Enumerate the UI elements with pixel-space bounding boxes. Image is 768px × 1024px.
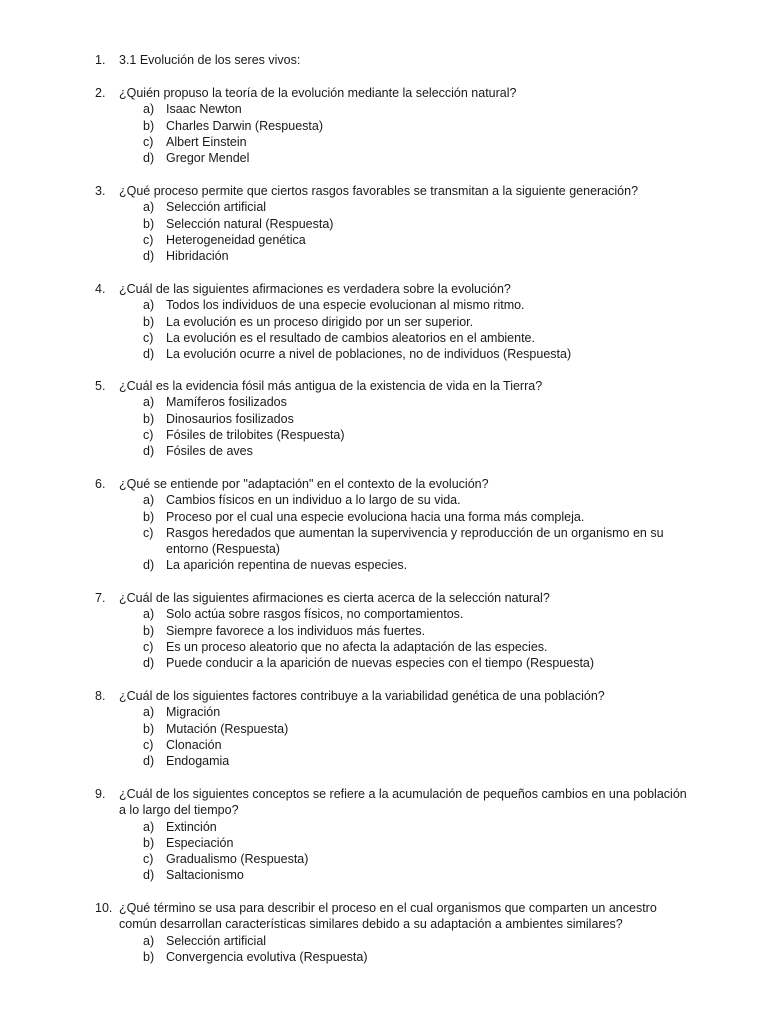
option-letter: c) <box>143 330 154 345</box>
option-item <box>143 623 695 639</box>
question-4 <box>95 281 695 362</box>
option-item <box>143 737 695 753</box>
option-letter: c) <box>143 525 154 540</box>
option-item <box>143 150 695 166</box>
question-text: ¿Cuál de los siguientes factores contribuye a la variabilidad genética de una población? <box>119 689 605 703</box>
question-9 <box>95 786 695 884</box>
option-item <box>143 721 695 737</box>
option-letter: c) <box>143 134 154 149</box>
option-text: Solo actúa sobre rasgos físicos, no comportamientos. <box>166 607 464 622</box>
question-text: 3.1 Evolución de los seres vivos: <box>119 53 301 67</box>
option-text: Convergencia evolutiva (Respuesta) <box>166 949 368 964</box>
option-letter: b) <box>143 509 155 524</box>
option-text: Fósiles de aves <box>166 444 253 459</box>
question-10 <box>95 900 695 965</box>
option-text: Cambios físicos en un individuo a lo largo de su vida. <box>166 493 461 508</box>
option-text: La evolución es un proceso dirigido por un ser superior. <box>166 314 474 329</box>
question-7 <box>95 590 695 671</box>
option-text: Puede conducir a la aparición de nuevas especies con el tiempo (Respuesta) <box>166 656 595 671</box>
option-letter: c) <box>143 737 154 752</box>
option-item <box>143 297 695 313</box>
option-item <box>143 232 695 248</box>
option-item <box>143 655 695 671</box>
option-text: Hibridación <box>166 249 229 264</box>
question-3 <box>95 183 695 264</box>
option-text: Dinosaurios fosilizados <box>166 411 294 426</box>
option-item <box>143 248 695 264</box>
option-text: Gradualismo (Respuesta) <box>166 852 309 867</box>
option-text: Selección artificial <box>166 933 267 948</box>
option-letter: b) <box>143 835 155 850</box>
option-text: Saltacionismo <box>166 868 244 883</box>
option-letter: a) <box>143 933 155 948</box>
option-letter: a) <box>143 200 155 215</box>
option-text: Extinción <box>166 819 217 834</box>
option-item <box>143 427 695 443</box>
question-number: 5. <box>95 379 106 393</box>
option-item <box>143 557 695 573</box>
option-letter: b) <box>143 314 155 329</box>
option-text: Selección artificial <box>166 200 267 215</box>
question-number: 2. <box>95 86 106 100</box>
option-item <box>143 101 695 117</box>
option-item <box>143 411 695 427</box>
question-5 <box>95 378 695 459</box>
option-text: Proceso por el cual una especie evoluciona hacia una forma más compleja. <box>166 509 585 524</box>
option-text: Mutación (Respuesta) <box>166 721 289 736</box>
option-text: Isaac Newton <box>166 102 242 117</box>
option-text: La evolución es el resultado de cambios aleatorios en el ambiente. <box>166 330 535 345</box>
option-text: Albert Einstein <box>166 134 247 149</box>
option-text: La aparición repentina de nuevas especies. <box>166 558 408 573</box>
option-letter: b) <box>143 118 155 133</box>
option-letter: a) <box>143 705 155 720</box>
option-text: Charles Darwin (Respuesta) <box>166 118 324 133</box>
option-text: Es un proceso aleatorio que no afecta la adaptación de las especies. <box>166 639 548 654</box>
question-number: 8. <box>95 689 106 703</box>
option-letter: a) <box>143 102 155 117</box>
question-text: ¿Cuál de las siguientes afirmaciones es verdadera sobre la evolución? <box>119 282 511 296</box>
option-item <box>143 753 695 769</box>
option-letter: d) <box>143 868 155 883</box>
option-letter: c) <box>143 232 154 247</box>
question-text: ¿Cuál es la evidencia fósil más antigua de la existencia de vida en la Tierra? <box>119 379 543 393</box>
option-item <box>143 346 695 362</box>
option-text: Rasgos heredados que aumentan la supervivencia y reproducción de un organismo en su entorno (Respuesta) <box>166 525 664 557</box>
option-item <box>143 933 695 949</box>
question-number: 10. <box>95 901 113 915</box>
option-item <box>143 492 695 508</box>
option-text: Heterogeneidad genética <box>166 232 306 247</box>
option-item <box>143 835 695 851</box>
question-6 <box>95 476 695 574</box>
option-text: Clonación <box>166 737 222 752</box>
question-text: ¿Qué proceso permite que ciertos rasgos favorables se transmitan a la siguiente generación? <box>119 184 639 198</box>
question-text: ¿Qué término se usa para describir el proceso en el cual organismos que comparten un ancestro común desarrollan características similares debido a su adaptación a ambientes similares? <box>119 901 657 932</box>
question-number: 4. <box>95 282 106 296</box>
option-letter: d) <box>143 754 155 769</box>
question-2 <box>95 85 695 166</box>
option-text: Selección natural (Respuesta) <box>166 216 334 231</box>
question-text: ¿Quién propuso la teoría de la evolución mediante la selección natural? <box>119 86 517 100</box>
option-text: La evolución ocurre a nivel de poblaciones, no de individuos (Respuesta) <box>166 347 572 362</box>
option-text: Especiación <box>166 835 234 850</box>
option-letter: b) <box>143 411 155 426</box>
option-letter: b) <box>143 721 155 736</box>
option-letter: a) <box>143 493 155 508</box>
option-letter: a) <box>143 298 155 313</box>
question-text: ¿Cuál de las siguientes afirmaciones es cierta acerca de la selección natural? <box>119 591 550 605</box>
question-number: 1. <box>95 53 106 67</box>
option-letter: c) <box>143 639 154 654</box>
option-item <box>143 851 695 867</box>
option-text: Migración <box>166 705 221 720</box>
option-item <box>143 819 695 835</box>
option-text: Gregor Mendel <box>166 151 250 166</box>
option-item <box>143 394 695 410</box>
option-letter: c) <box>143 852 154 867</box>
option-item <box>143 330 695 346</box>
option-text: Todos los individuos de una especie evolucionan al mismo ritmo. <box>166 298 525 313</box>
option-text: Fósiles de trilobites (Respuesta) <box>166 427 345 442</box>
option-item <box>143 639 695 655</box>
option-item <box>143 443 695 459</box>
question-number: 3. <box>95 184 106 198</box>
option-letter: a) <box>143 395 155 410</box>
option-letter: d) <box>143 558 155 573</box>
option-item <box>143 704 695 720</box>
option-item <box>143 606 695 622</box>
option-letter: c) <box>143 427 154 442</box>
question-text: ¿Cuál de los siguientes conceptos se refiere a la acumulación de pequeños cambios en una población a lo largo del tiempo? <box>119 787 687 818</box>
option-text: Siempre favorece a los individuos más fuertes. <box>166 623 426 638</box>
option-text: Mamíferos fosilizados <box>166 395 287 410</box>
question-8 <box>95 688 695 769</box>
option-letter: a) <box>143 819 155 834</box>
option-text: Endogamia <box>166 754 230 769</box>
question-number: 6. <box>95 477 106 491</box>
question-text: ¿Qué se entiende por "adaptación" en el contexto de la evolución? <box>119 477 489 491</box>
option-item <box>143 867 695 883</box>
option-letter: b) <box>143 949 155 964</box>
option-item <box>143 949 695 965</box>
option-item <box>143 134 695 150</box>
option-item <box>143 199 695 215</box>
option-letter: a) <box>143 607 155 622</box>
option-letter: d) <box>143 347 155 362</box>
question-number: 9. <box>95 787 106 801</box>
question-number: 7. <box>95 591 106 605</box>
option-letter: b) <box>143 216 155 231</box>
question-1 <box>95 52 695 68</box>
option-item <box>143 314 695 330</box>
option-letter: b) <box>143 623 155 638</box>
option-letter: d) <box>143 151 155 166</box>
option-letter: d) <box>143 656 155 671</box>
option-item <box>143 509 695 525</box>
option-letter: d) <box>143 249 155 264</box>
option-letter: d) <box>143 444 155 459</box>
option-item <box>143 216 695 232</box>
option-item <box>143 118 695 134</box>
option-item <box>143 525 695 558</box>
